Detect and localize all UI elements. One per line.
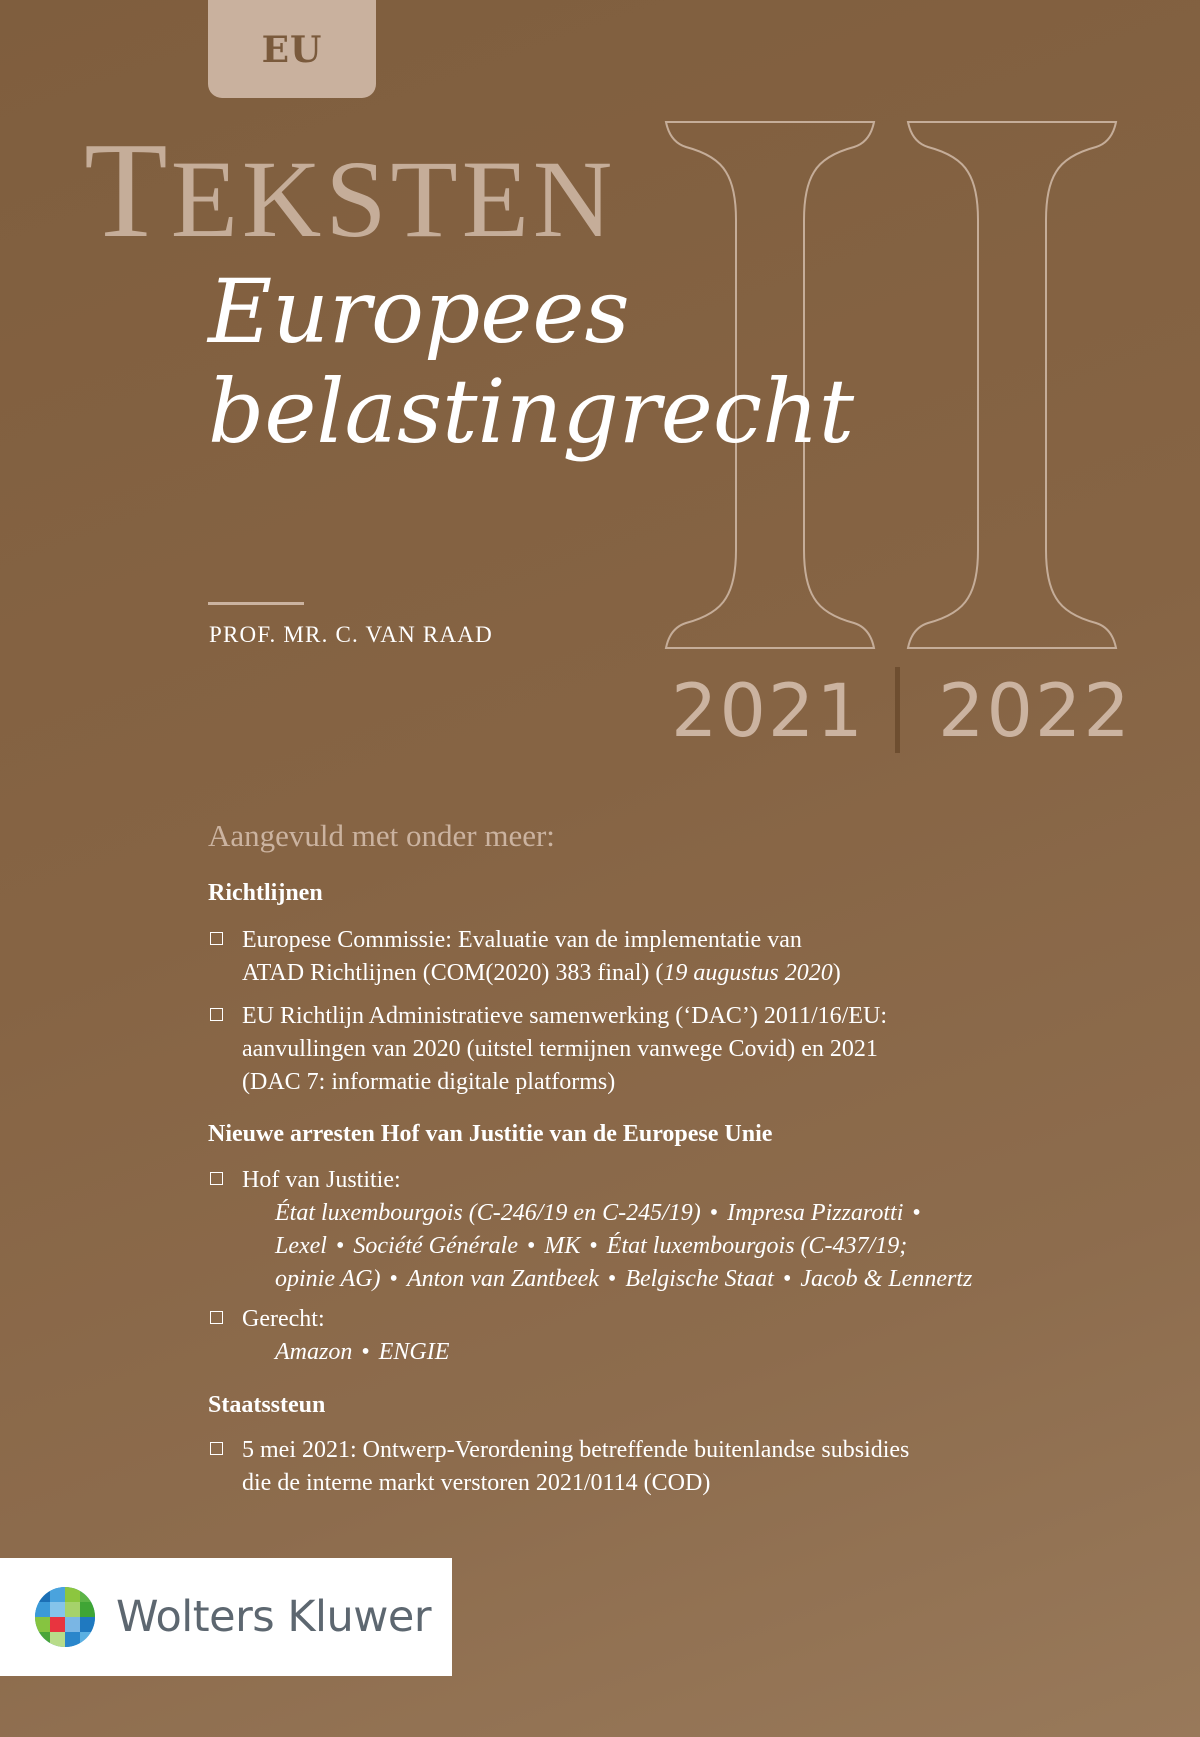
checkbox-square-icon	[210, 1008, 223, 1021]
subtitle-line-2: belastingrecht	[208, 360, 855, 463]
publisher-name: Wolters Kluwer	[116, 1592, 432, 1642]
checkbox-square-icon	[210, 1311, 223, 1324]
case-name: opinie AG)	[275, 1266, 381, 1292]
item-line: Europese Commissie: Evaluatie van de implementatie van	[242, 927, 802, 953]
list-item	[208, 924, 1108, 990]
bullet-separator: •	[526, 1233, 536, 1259]
wolters-kluwer-mosaic-icon	[34, 1586, 96, 1648]
publisher-logo	[0, 1558, 452, 1676]
checkbox-square-icon	[210, 1442, 223, 1455]
author-name: PROF. MR. C. VAN RAAD	[209, 622, 493, 647]
bullet-separator: •	[709, 1200, 719, 1226]
list-item	[208, 1303, 1108, 1369]
subtitle-line-1: Europees	[208, 260, 630, 363]
bullet-separator: •	[782, 1266, 792, 1292]
item-line: EU Richtlijn Administratieve samenwerking (‘DAC’) 2011/16/EU:	[242, 1003, 887, 1029]
eu-badge-label: EU	[261, 29, 323, 71]
item-line: (DAC 7: informatie digitale platforms)	[242, 1069, 616, 1095]
item-line	[242, 957, 1108, 990]
checkbox-square-icon	[210, 1172, 223, 1185]
case-name: État luxembourgois (C-246/19 en C-245/19)	[275, 1200, 701, 1226]
year-divider	[895, 667, 900, 753]
item-date: 19 augustus 2020	[663, 960, 833, 986]
bullet-separator: •	[335, 1233, 345, 1259]
case-name: Société Générale	[353, 1233, 518, 1259]
section-heading-arresten: Nieuwe arresten Hof van Justitie van de Europese Unie	[208, 1121, 773, 1147]
section-heading-richtlijnen: Richtlijnen	[208, 880, 323, 906]
case-name: MK	[544, 1233, 581, 1259]
item-label: Gerecht:	[242, 1306, 325, 1332]
series-title-rest: EKSTEN	[170, 138, 617, 260]
author-divider	[208, 602, 304, 605]
year-to: 2022	[938, 669, 1132, 754]
item-line: aanvullingen van 2020 (uitstel termijnen vanwege Covid) en 2021	[242, 1036, 878, 1062]
case-name: Anton van Zantbeek	[406, 1266, 599, 1292]
list-item	[208, 1434, 1108, 1500]
case-name: Belgische Staat	[625, 1266, 774, 1292]
book-subtitle	[208, 262, 854, 462]
section-heading-staatssteun: Staatssteun	[208, 1392, 326, 1418]
case-list-row	[275, 1197, 1108, 1230]
case-name: Impresa Pizzarotti	[727, 1200, 904, 1226]
series-title	[84, 114, 617, 268]
case-name: Amazon	[275, 1339, 353, 1365]
list-item	[208, 1164, 1108, 1296]
case-list-row	[275, 1230, 1108, 1263]
item-line: die de interne markt verstoren 2021/0114 (COD)	[242, 1470, 711, 1496]
bullet-separator: •	[389, 1266, 398, 1292]
bullet-separator: •	[589, 1233, 598, 1259]
eu-badge	[208, 0, 376, 98]
case-name: Jacob & Lennertz	[800, 1266, 973, 1292]
bullet-separator: •	[361, 1339, 370, 1365]
case-name: Lexel	[275, 1233, 327, 1259]
bullet-separator: •	[607, 1266, 617, 1292]
item-label: Hof van Justitie:	[242, 1167, 401, 1193]
series-title-initial: T	[84, 114, 171, 266]
bullet-separator: •	[912, 1200, 921, 1226]
item-text: ATAD Richtlijnen (COM(2020) 383 final) (	[242, 960, 664, 986]
year-from: 2021	[671, 669, 865, 754]
item-line: 5 mei 2021: Ontwerp-Verordening betreffende buitenlandse subsidies	[242, 1437, 910, 1463]
case-list-row	[275, 1336, 1108, 1369]
case-name: ENGIE	[378, 1339, 450, 1365]
checkbox-square-icon	[210, 932, 223, 945]
case-list-row	[275, 1263, 1108, 1296]
case-name: État luxembourgois (C-437/19;	[606, 1233, 908, 1259]
item-text: )	[832, 960, 841, 986]
contents-intro: Aangevuld met onder meer:	[208, 818, 555, 853]
list-item	[208, 1000, 1108, 1099]
